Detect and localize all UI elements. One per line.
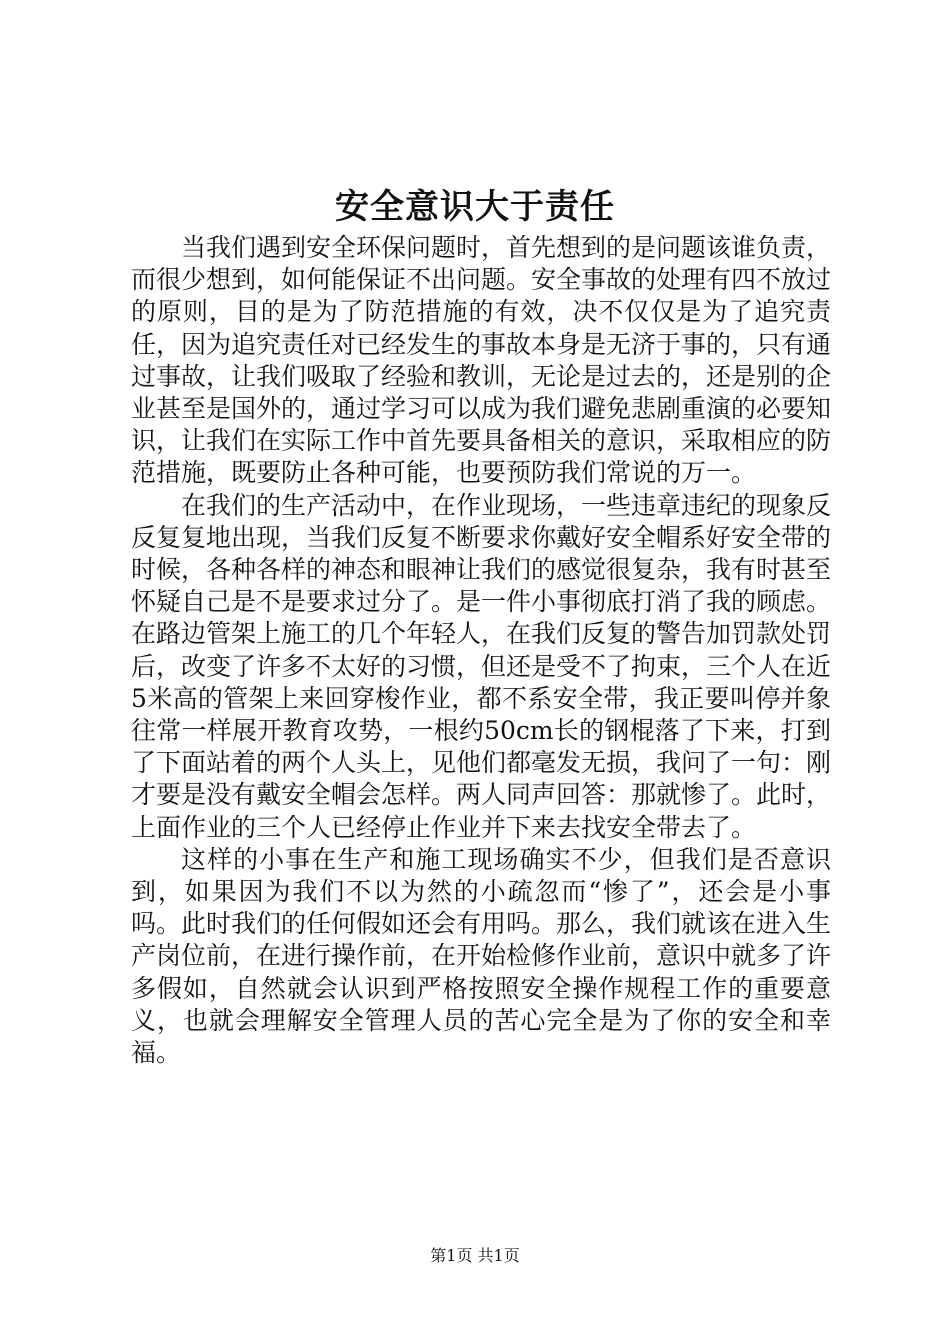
document-title: 安全意识大于责任 [335,187,615,227]
paragraph-3: 这样的小事在生产和施工现场确实不少，但我们是否意识到，如果因为我们不以为然的小疏忽而“惨了”，还会是小事吗。此时我们的任何假如还会有用吗。那么，我们就该在进入生产岗位前，在进行操作前，在开始检修作业前，意识中就多了许多假如，自然就会认识到严格按照安全操作规程工作的重要意义，也就会理解安全管理人员的苦心完全是为了你的安全和幸福。 [131,844,832,1068]
paragraph-1: 当我们遇到安全环保问题时，首先想到的是问题该谁负责，而很少想到，如何能保证不出问题。安全事故的处理有四不放过的原则，目的是为了防范措施的有效，决不仅仅是为了追究责任，因为追究责任对已经发生的事故本身是无济于事的，只有通过事故，让我们吸取了经验和教训，无论是过去的，还是别的企业甚至是国外的，通过学习可以成为我们避免悲剧重演的必要知识，让我们在实际工作中首先要具备相关的意识，采取相应的防范措施，既要防止各种可能，也要预防我们常说的万一。 [131,233,832,488]
document-body [131,232,831,1069]
paragraph-2: 在我们的生产活动中，在作业现场，一些违章违纪的现象反反复复地出现，当我们反复不断要求你戴好安全帽系好安全带的时候，各种各样的神态和眼神让我们的感觉很复杂，我有时甚至怀疑自己是不是要求过分了。是一件小事彻底打消了我的顾虑。在路边管架上施工的几个年轻人，在我们反复的警告加罚款处罚后，改变了许多不太好的习惯，但还是受不了拘束，三个人在近5米高的管架上来回穿梭作业，都不系安全带，我正要叫停并象往常一样展开教育攻势，一根约50cm长的钢棍落了下来，打到了下面站着的两个人头上，见他们都毫发无损，我问了一句：刚才要是没有戴安全帽会怎样。两人同声回答：那就惨了。此时，上面作业的三个人已经停止作业并下来去找安全带去了。 [131,490,832,842]
page-footer: 第1页 共1页 [430,1246,520,1265]
